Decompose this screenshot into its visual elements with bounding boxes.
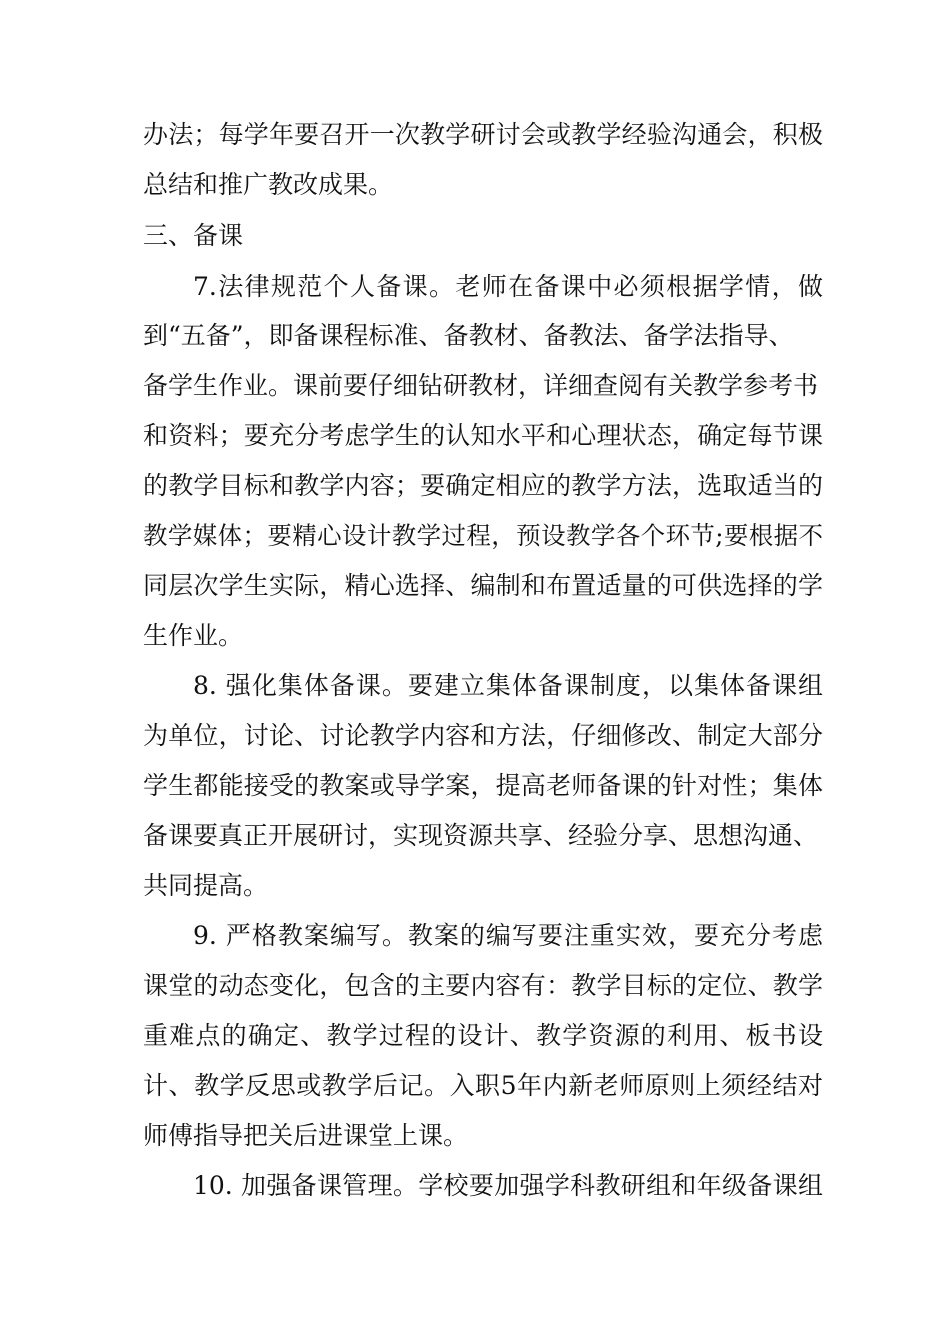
text-line: 共同提高。 — [143, 871, 269, 900]
text-line: 重难点的确定、教学过程的设计、教学资源的利用、板书设 — [143, 1021, 823, 1050]
section-heading: 三、备课 — [143, 221, 244, 250]
text-line: 学生都能接受的教案或导学案，提高老师备课的针对性；集体 — [143, 771, 823, 800]
text-line: 和资料；要充分考虑学生的认知水平和心理状态，确定每节课 — [143, 421, 823, 450]
text-line: 教学媒体；要精心设计教学过程，预设教学各个环节;要根据不 — [143, 521, 823, 550]
text-line: 的教学目标和教学内容；要确定相应的教学方法，选取适当的 — [143, 471, 823, 500]
text-line: 计、教学反思或教学后记。入职5年内新老师原则上须经结对 — [143, 1071, 823, 1100]
paragraph-7-start: 7.法律规范个人备课。老师在备课中必须根据学情，做 — [193, 272, 823, 301]
text-line: 生作业。 — [143, 621, 244, 650]
text-line: 为单位，讨论、讨论教学内容和方法，仔细修改、制定大部分 — [143, 721, 823, 750]
text-line: 同层次学生实际，精心选择、编制和布置适量的可供选择的学 — [143, 571, 823, 600]
text-line: 备课要真正开展研讨，实现资源共享、经验分享、思想沟通、 — [143, 821, 819, 850]
paragraph-10-start: 10. 加强备课管理。学校要加强学科教研组和年级备课组 — [193, 1171, 823, 1200]
text-line: 课堂的动态变化，包含的主要内容有：教学目标的定位、教学 — [143, 971, 823, 1000]
text-line: 办法；每学年要召开一次教学研讨会或教学经验沟通会，积极 — [143, 120, 823, 149]
text-line: 总结和推广教改成果。 — [143, 170, 394, 199]
text-line: 到“五备”，即备课程标准、备教材、备教法、备学法指导、 — [143, 321, 794, 350]
text-line: 备学生作业。课前要仔细钻研教材，详细查阅有关教学参考书 — [143, 371, 819, 400]
paragraph-9-start: 9. 严格教案编写。教案的编写要注重实效，要充分考虑 — [193, 921, 823, 950]
text-line: 师傅指导把关后进课堂上课。 — [143, 1121, 469, 1150]
paragraph-8-start: 8. 强化集体备课。要建立集体备课制度，以集体备课组 — [193, 671, 823, 700]
